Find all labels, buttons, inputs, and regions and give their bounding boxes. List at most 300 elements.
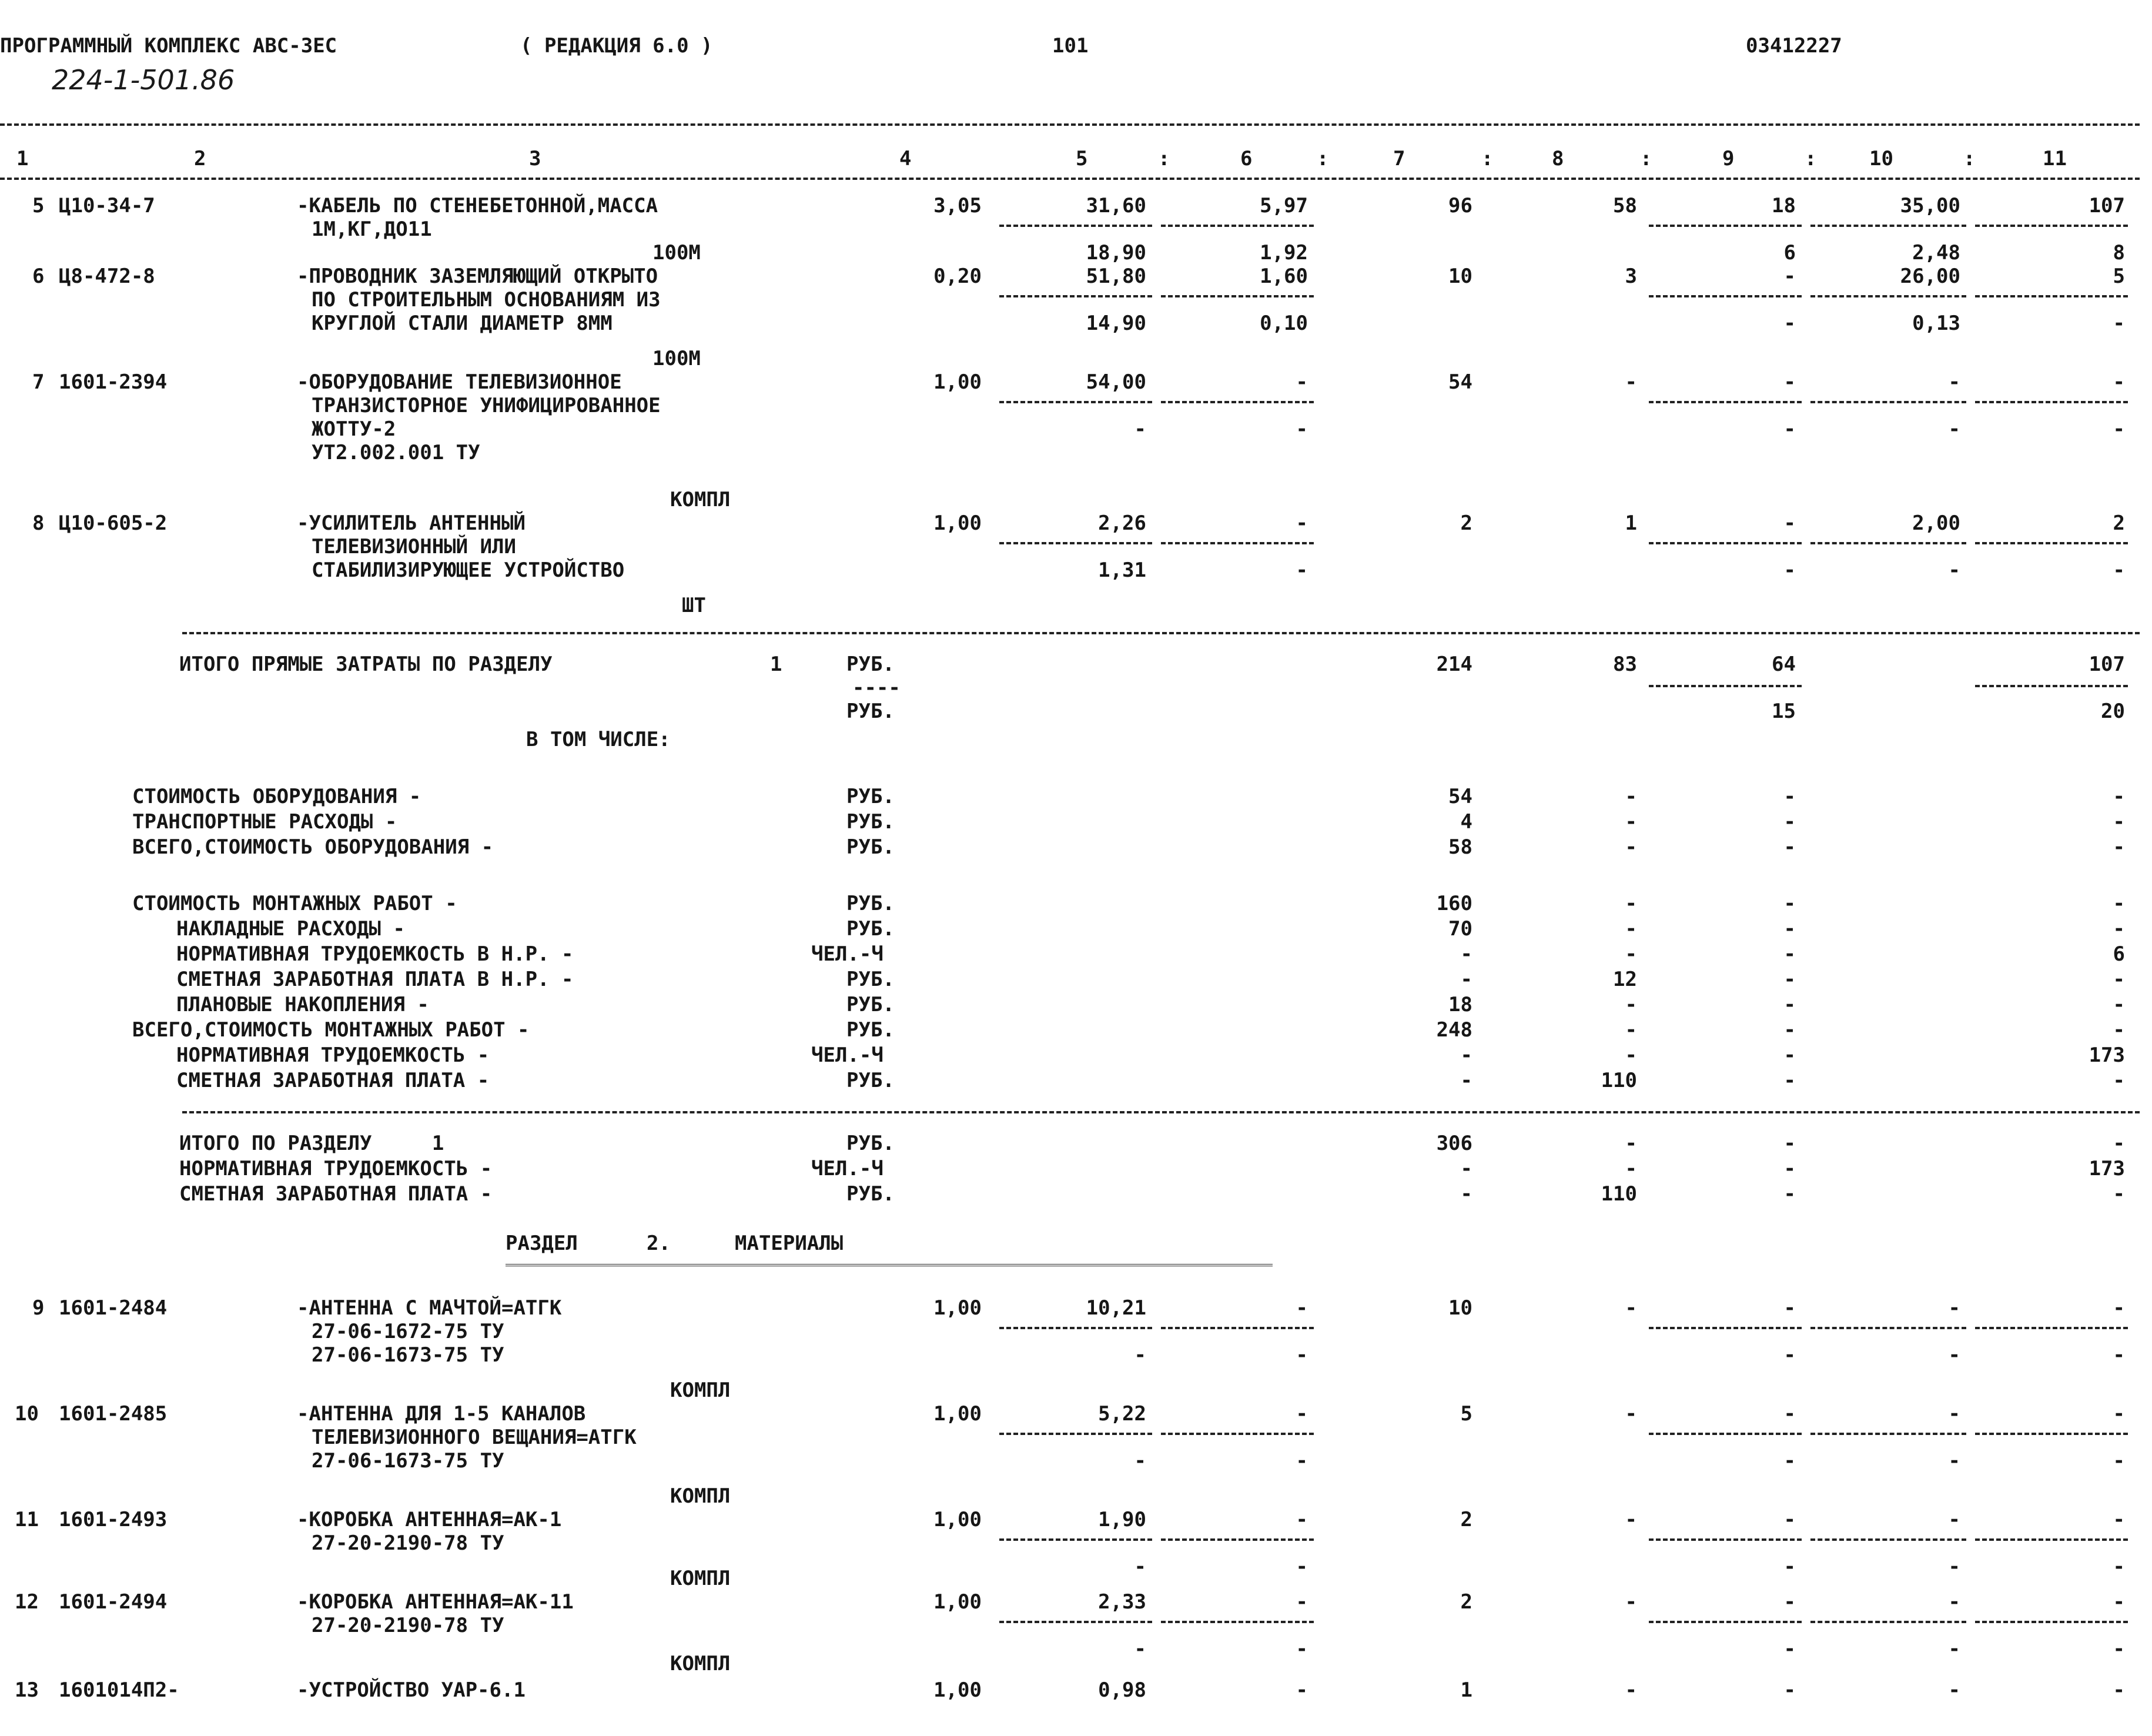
column-header-14: 10	[1869, 147, 1893, 170]
cell-separator	[1161, 542, 1314, 544]
summary-col9: -	[1783, 785, 1796, 808]
cell-col11: 2	[2113, 511, 2125, 535]
cell-separator	[1649, 542, 1802, 544]
summary-col8: 12	[1613, 968, 1637, 991]
summary-col9: -	[1783, 1018, 1796, 1042]
cell-col10-lower: -	[1948, 1343, 1960, 1367]
section-total-col9: -	[1783, 1157, 1796, 1180]
cell-col6-lower: 1,92	[1260, 241, 1308, 265]
item-code: Ц10-34-7	[59, 194, 155, 218]
item-name-line: -АНТЕННА С МАЧТОЙ=АТГК	[297, 1296, 562, 1320]
cell-col9-lower: -	[1783, 417, 1796, 441]
cell-col5: 2,33	[1098, 1590, 1146, 1614]
summary-col9: -	[1783, 968, 1796, 991]
cell-col5: 0,98	[1098, 1678, 1146, 1702]
cell-col6: -	[1296, 1590, 1308, 1614]
summary-col11: -	[2113, 892, 2125, 915]
item-code: 1601-2484	[59, 1296, 168, 1320]
cell-col7: 5	[1460, 1402, 1472, 1426]
cell-col10: 2,00	[1912, 511, 1960, 535]
cell-col8: -	[1625, 1296, 1637, 1320]
cell-separator	[1161, 295, 1314, 297]
summary-col9: -	[1783, 942, 1796, 966]
cell-col7: 96	[1448, 194, 1472, 218]
cell-col9-lower: 6	[1783, 241, 1796, 265]
cell-col10: -	[1948, 1508, 1960, 1531]
item-name-line: СТАБИЛИЗИРУЮЩЕЕ УСТРОЙСТВО	[312, 558, 625, 582]
item-name-line: -ПРОВОДНИК ЗАЗЕМЛЯЮЩИЙ ОТКРЫТО	[297, 265, 658, 288]
summary-col7: 4	[1460, 810, 1472, 834]
cell-col5-lower: 1,31	[1098, 558, 1146, 582]
item-name-line: -КОРОБКА АНТЕННАЯ=АК-1	[297, 1508, 562, 1531]
cell-separator	[1975, 295, 2128, 297]
cell-col7: 10	[1448, 265, 1472, 288]
cell-separator	[999, 225, 1152, 227]
total-unit-lower: РУБ.	[846, 700, 895, 723]
summary-col9: -	[1783, 1069, 1796, 1092]
item-name-line: -ОБОРУДОВАНИЕ ТЕЛЕВИЗИОННОЕ	[297, 370, 622, 394]
summary-label: НОРМАТИВНАЯ ТРУДОЕМКОСТЬ -	[176, 1043, 490, 1067]
summary-col8: -	[1625, 892, 1637, 915]
cell-separator	[1649, 1538, 1802, 1541]
summary-label: НАКЛАДНЫЕ РАСХОДЫ -	[176, 917, 405, 941]
total-col8: 83	[1613, 653, 1637, 676]
cell-col8: -	[1625, 1678, 1637, 1702]
column-header-13: :	[1805, 147, 1817, 170]
item-quantity: 1,00	[933, 370, 982, 394]
cell-col5-lower: -	[1134, 417, 1146, 441]
column-header-7: :	[1317, 147, 1329, 170]
item-code: 1601-2394	[59, 370, 168, 394]
cell-separator	[1649, 1621, 1802, 1623]
item-name-line: -КАБЕЛЬ ПО СТЕНЕБЕТОННОЙ,МАССА	[297, 194, 658, 218]
item-name-line: -УСТРОЙСТВО УАР-6.1	[297, 1678, 526, 1702]
cell-col6: 5,97	[1260, 194, 1308, 218]
cell-separator	[1810, 1433, 1966, 1435]
summary-label: НОРМАТИВНАЯ ТРУДОЕМКОСТЬ В Н.Р. -	[176, 942, 574, 966]
cell-col11-lower: -	[2113, 1449, 2125, 1473]
section-total-unit: ЧЕЛ.-Ч	[811, 1157, 883, 1180]
column-header-15: :	[1963, 147, 1976, 170]
cell-col8: 3	[1625, 265, 1637, 288]
cell-separator	[1810, 542, 1966, 544]
item-number: 7	[32, 370, 45, 394]
cell-separator	[1649, 1433, 1802, 1435]
section-total-label: СМЕТНАЯ ЗАРАБОТНАЯ ПЛАТА -	[179, 1182, 493, 1206]
cell-separator	[999, 401, 1152, 403]
summary-col7: 54	[1448, 785, 1472, 808]
item-number: 5	[32, 194, 45, 218]
cell-col6-lower: 0,10	[1260, 312, 1308, 335]
handwritten-note: 224-1-501.86	[52, 64, 235, 96]
cell-col10: -	[1948, 1296, 1960, 1320]
cell-separator	[1649, 401, 1802, 403]
summary-unit: РУБ.	[846, 892, 895, 915]
section-total-unit: РУБ.	[846, 1132, 895, 1155]
column-header-1: 2	[194, 147, 206, 170]
section-total-col9: -	[1783, 1132, 1796, 1155]
summary-unit: РУБ.	[846, 785, 895, 808]
cell-col9-lower: -	[1783, 1637, 1796, 1661]
summary-label: ТРАНСПОРТНЫЕ РАСХОДЫ -	[132, 810, 397, 834]
section-total-col8: -	[1625, 1157, 1637, 1180]
item-name-line: КРУГЛОЙ СТАЛИ ДИАМЕТР 8ММ	[312, 312, 613, 335]
summary-col8: 110	[1601, 1069, 1637, 1092]
cell-col11: -	[2113, 1678, 2125, 1702]
item-number: 9	[32, 1296, 45, 1320]
item-unit: КОМПЛ	[670, 488, 731, 511]
cell-col8: -	[1625, 1402, 1637, 1426]
cell-separator	[1161, 1538, 1314, 1541]
summary-col9: -	[1783, 835, 1796, 859]
summary-col11: -	[2113, 993, 2125, 1016]
section2-underline	[506, 1264, 1273, 1269]
column-header-16: 11	[2043, 147, 2067, 170]
cell-col9: -	[1783, 370, 1796, 394]
cell-separator	[1975, 1621, 2128, 1623]
item-code: Ц10-605-2	[59, 511, 168, 535]
total-col11: 107	[2089, 653, 2125, 676]
item-number: 13	[15, 1678, 39, 1702]
summary-unit: РУБ.	[846, 917, 895, 941]
total-unit-separator: ----	[852, 676, 901, 700]
summary-col9: -	[1783, 892, 1796, 915]
summary-col9: -	[1783, 917, 1796, 941]
cell-col5-lower: 14,90	[1086, 312, 1146, 335]
item-quantity: 1,00	[933, 511, 982, 535]
cell-col11: -	[2113, 370, 2125, 394]
item-name-line: 27-20-2190-78 ТУ	[312, 1531, 504, 1555]
cell-col10-lower: -	[1948, 558, 1960, 582]
item-unit: КОМПЛ	[670, 1484, 731, 1508]
summary-col7: -	[1460, 1069, 1472, 1092]
cell-col7: 2	[1460, 1590, 1472, 1614]
summary-col11: -	[2113, 1069, 2125, 1092]
summary-label: СТОИМОСТЬ МОНТАЖНЫХ РАБОТ -	[132, 892, 457, 915]
cell-separator	[999, 1433, 1152, 1435]
summary-col11: -	[2113, 785, 2125, 808]
column-header-5: :	[1158, 147, 1170, 170]
total-separator	[1975, 685, 2128, 687]
item-name-line: ТРАНЗИСТОРНОЕ УНИФИЦИРОВАННОЕ	[312, 394, 661, 417]
rule-header	[0, 178, 2140, 180]
summary-label: СТОИМОСТЬ ОБОРУДОВАНИЯ -	[132, 785, 421, 808]
cell-col6: -	[1296, 1678, 1308, 1702]
cell-col7: 54	[1448, 370, 1472, 394]
summary-unit: РУБ.	[846, 993, 895, 1016]
item-name-line: 27-06-1673-75 ТУ	[312, 1449, 504, 1473]
cell-col8: 1	[1625, 511, 1637, 535]
cell-col9: -	[1783, 1296, 1796, 1320]
cell-separator	[1975, 1433, 2128, 1435]
item-quantity: 1,00	[933, 1296, 982, 1320]
cell-separator	[1975, 225, 2128, 227]
item-unit: КОМПЛ	[670, 1567, 731, 1590]
cell-separator	[1810, 1621, 1966, 1623]
cell-col11: -	[2113, 1590, 2125, 1614]
cell-col10-lower: -	[1948, 1555, 1960, 1578]
cell-col11-lower: -	[2113, 1637, 2125, 1661]
rule-top	[0, 123, 2140, 126]
summary-label: ПЛАНОВЫЕ НАКОПЛЕНИЯ -	[176, 993, 429, 1016]
summary-col8: -	[1625, 1018, 1637, 1042]
summary-label: ВСЕГО,СТОИМОСТЬ ОБОРУДОВАНИЯ -	[132, 835, 494, 859]
cell-col5: 1,90	[1098, 1508, 1146, 1531]
document-code: 03412227	[1746, 34, 1842, 58]
cell-separator	[1161, 1433, 1314, 1435]
summary-col7: 18	[1448, 993, 1472, 1016]
item-unit: КОМПЛ	[670, 1652, 731, 1675]
item-name-line: ТЕЛЕВИЗИОННОГО ВЕЩАНИЯ=АТГК	[312, 1426, 637, 1449]
cell-col6: -	[1296, 1296, 1308, 1320]
total-separator	[1649, 685, 1802, 687]
cell-col5-lower: -	[1134, 1449, 1146, 1473]
summary-col9: -	[1783, 810, 1796, 834]
cell-col5: 5,22	[1098, 1402, 1146, 1426]
cell-separator	[1810, 1327, 1966, 1329]
section-total-unit: РУБ.	[846, 1182, 895, 1206]
section-total-col9: -	[1783, 1182, 1796, 1206]
cell-col10-lower: -	[1948, 1449, 1960, 1473]
cell-separator	[999, 295, 1152, 297]
cell-separator	[1810, 295, 1966, 297]
cell-col5-lower: 18,90	[1086, 241, 1146, 265]
cell-col9-lower: -	[1783, 312, 1796, 335]
cell-col11: 107	[2089, 194, 2125, 218]
rule-section-total	[182, 1111, 2140, 1113]
cell-col9: 18	[1772, 194, 1796, 218]
column-header-9: :	[1481, 147, 1494, 170]
cell-col9: -	[1783, 1402, 1796, 1426]
total-col9: 64	[1772, 653, 1796, 676]
item-quantity: 1,00	[933, 1678, 982, 1702]
section-total-col11: -	[2113, 1182, 2125, 1206]
total-label: ИТОГО ПРЯМЫЕ ЗАТРАТЫ ПО РАЗДЕЛУ	[179, 653, 553, 676]
item-name-line: 1М,КГ,ДО11	[312, 218, 432, 241]
summary-col8: -	[1625, 942, 1637, 966]
summary-col11: -	[2113, 835, 2125, 859]
summary-unit: РУБ.	[846, 810, 895, 834]
total-col11-lower: 20	[2101, 700, 2125, 723]
section-total-col7: -	[1460, 1157, 1472, 1180]
item-number: 8	[32, 511, 45, 535]
item-code: 1601014П2-	[59, 1678, 179, 1702]
summary-label: СМЕТНАЯ ЗАРАБОТНАЯ ПЛАТА В Н.Р. -	[176, 968, 574, 991]
program-title: ПРОГРАММНЫЙ КОМПЛЕКС АВС-ЗЕС	[0, 34, 337, 58]
summary-label: ВСЕГО,СТОИМОСТЬ МОНТАЖНЫХ РАБОТ -	[132, 1018, 530, 1042]
summary-col7: -	[1460, 942, 1472, 966]
cell-col5: 31,60	[1086, 194, 1146, 218]
cell-col9: -	[1783, 1508, 1796, 1531]
cell-col11: -	[2113, 1296, 2125, 1320]
item-unit: 100М	[652, 347, 701, 370]
item-name-line: -АНТЕННА ДЛЯ 1-5 КАНАЛОВ	[297, 1402, 586, 1426]
cell-separator	[1975, 1538, 2128, 1541]
cell-col11: -	[2113, 1402, 2125, 1426]
summary-col8: -	[1625, 785, 1637, 808]
cell-separator	[1810, 401, 1966, 403]
column-header-11: :	[1640, 147, 1652, 170]
cell-separator	[1649, 295, 1802, 297]
section-total-label: НОРМАТИВНАЯ ТРУДОЕМКОСТЬ -	[179, 1157, 493, 1180]
summary-col8: -	[1625, 810, 1637, 834]
summary-col8: -	[1625, 1043, 1637, 1067]
column-header-4: 5	[1076, 147, 1088, 170]
item-code: 1601-2494	[59, 1590, 168, 1614]
item-quantity: 1,00	[933, 1508, 982, 1531]
summary-col11: -	[2113, 810, 2125, 834]
item-name-line: 27-06-1673-75 ТУ	[312, 1343, 504, 1367]
cell-col6-lower: -	[1296, 1343, 1308, 1367]
column-header-3: 4	[899, 147, 912, 170]
cell-col6: -	[1296, 370, 1308, 394]
section-total-label: ИТОГО ПО РАЗДЕЛУ 1	[179, 1132, 444, 1155]
cell-col5: 51,80	[1086, 265, 1146, 288]
cell-col9: -	[1783, 1678, 1796, 1702]
page-number: 101	[1052, 34, 1089, 58]
cell-col6: -	[1296, 1508, 1308, 1531]
cell-col8: -	[1625, 1508, 1637, 1531]
cell-col7: 1	[1460, 1678, 1472, 1702]
cell-separator	[1161, 225, 1314, 227]
cell-col6: -	[1296, 1402, 1308, 1426]
cell-col10: -	[1948, 1402, 1960, 1426]
summary-col9: -	[1783, 993, 1796, 1016]
cell-col11-lower: -	[2113, 417, 2125, 441]
summary-unit: РУБ.	[846, 1018, 895, 1042]
summary-col7: -	[1460, 1043, 1472, 1067]
cell-col8: 58	[1613, 194, 1637, 218]
summary-col7: -	[1460, 968, 1472, 991]
item-quantity: 1,00	[933, 1590, 982, 1614]
cell-separator	[999, 1538, 1152, 1541]
cell-col6-lower: -	[1296, 558, 1308, 582]
item-name-line: ПО СТРОИТЕЛЬНЫМ ОСНОВАНИЯМ ИЗ	[312, 288, 661, 312]
cell-separator	[1161, 401, 1314, 403]
total-col9-lower: 15	[1772, 700, 1796, 723]
summary-col11: -	[2113, 917, 2125, 941]
item-code: 1601-2493	[59, 1508, 168, 1531]
summary-unit: РУБ.	[846, 1069, 895, 1092]
section-total-col7: -	[1460, 1182, 1472, 1206]
rule-total	[182, 632, 2140, 634]
summary-unit: РУБ.	[846, 835, 895, 859]
cell-col10: -	[1948, 370, 1960, 394]
cell-separator	[999, 1621, 1152, 1623]
cell-col11-lower: -	[2113, 1555, 2125, 1578]
section-total-col8: 110	[1601, 1182, 1637, 1206]
item-number: 12	[15, 1590, 39, 1614]
cell-col6-lower: -	[1296, 1555, 1308, 1578]
cell-col7: 10	[1448, 1296, 1472, 1320]
cell-col11: -	[2113, 1508, 2125, 1531]
item-unit: ШТ	[682, 594, 706, 617]
cell-separator	[1810, 225, 1966, 227]
item-name-line: -КОРОБКА АНТЕННАЯ=АК-11	[297, 1590, 574, 1614]
cell-col10-lower: -	[1948, 1637, 1960, 1661]
item-unit: 100М	[652, 241, 701, 265]
summary-col9: -	[1783, 1043, 1796, 1067]
item-unit: КОМПЛ	[670, 1379, 731, 1402]
total-section: 1	[770, 653, 782, 676]
cell-col9: -	[1783, 511, 1796, 535]
cell-separator	[1649, 225, 1802, 227]
cell-col9-lower: -	[1783, 1555, 1796, 1578]
summary-col7: 58	[1448, 835, 1472, 859]
cell-col10: 35,00	[1900, 194, 1960, 218]
item-code: Ц8-472-8	[59, 265, 155, 288]
section2-number: 2.	[647, 1232, 671, 1255]
cell-col9-lower: -	[1783, 558, 1796, 582]
column-header-10: 8	[1552, 147, 1564, 170]
item-number: 11	[15, 1508, 39, 1531]
cell-col11-lower: -	[2113, 1343, 2125, 1367]
cell-separator	[1161, 1327, 1314, 1329]
column-header-6: 6	[1240, 147, 1253, 170]
item-name-line: УТ2.002.001 ТУ	[312, 441, 480, 464]
section2-label: РАЗДЕЛ	[506, 1232, 578, 1255]
section-total-col11: 173	[2089, 1157, 2125, 1180]
cell-col11-lower: -	[2113, 312, 2125, 335]
summary-unit: ЧЕЛ.-Ч	[811, 1043, 883, 1067]
cell-col10-lower: -	[1948, 417, 1960, 441]
cell-col7: 2	[1460, 1508, 1472, 1531]
item-number: 10	[15, 1402, 39, 1426]
cell-col8: -	[1625, 370, 1637, 394]
item-quantity: 1,00	[933, 1402, 982, 1426]
cell-col10: -	[1948, 1678, 1960, 1702]
total-unit: РУБ.	[846, 653, 895, 676]
item-name-line: -УСИЛИТЕЛЬ АНТЕННЫЙ	[297, 511, 526, 535]
total-col7: 214	[1436, 653, 1472, 676]
summary-col8: -	[1625, 993, 1637, 1016]
column-header-8: 7	[1393, 147, 1405, 170]
summary-col11: -	[2113, 1018, 2125, 1042]
item-quantity: 3,05	[933, 194, 982, 218]
cell-col9-lower: -	[1783, 1449, 1796, 1473]
item-name-line: ЖОТТУ-2	[312, 417, 396, 441]
section-total-col7: 306	[1436, 1132, 1472, 1155]
summary-label: СМЕТНАЯ ЗАРАБОТНАЯ ПЛАТА -	[176, 1069, 490, 1092]
item-name-line: ТЕЛЕВИЗИОННЫЙ ИЛИ	[312, 535, 516, 558]
cell-col5-lower: -	[1134, 1555, 1146, 1578]
section-total-col8: -	[1625, 1132, 1637, 1155]
item-name-line: 27-20-2190-78 ТУ	[312, 1614, 504, 1637]
item-quantity: 0,20	[933, 265, 982, 288]
cell-col6: -	[1296, 511, 1308, 535]
cell-separator	[1975, 401, 2128, 403]
cell-col10: -	[1948, 1590, 1960, 1614]
cell-col6-lower: -	[1296, 1449, 1308, 1473]
including-label: В ТОМ ЧИСЛЕ:	[526, 728, 671, 751]
cell-col6: 1,60	[1260, 265, 1308, 288]
cell-col11: 5	[2113, 265, 2125, 288]
edition: ( РЕДАКЦИЯ 6.0 )	[520, 34, 713, 58]
cell-separator	[1810, 1538, 1966, 1541]
cell-col5: 2,26	[1098, 511, 1146, 535]
cell-separator	[1975, 542, 2128, 544]
summary-col11: 173	[2089, 1043, 2125, 1067]
column-header-0: 1	[16, 147, 29, 170]
summary-col7: 160	[1436, 892, 1472, 915]
item-number: 6	[32, 265, 45, 288]
cell-col5-lower: -	[1134, 1343, 1146, 1367]
summary-col7: 70	[1448, 917, 1472, 941]
cell-separator	[1975, 1327, 2128, 1329]
cell-col6-lower: -	[1296, 417, 1308, 441]
column-header-2: 3	[529, 147, 541, 170]
summary-unit: ЧЕЛ.-Ч	[811, 942, 883, 966]
